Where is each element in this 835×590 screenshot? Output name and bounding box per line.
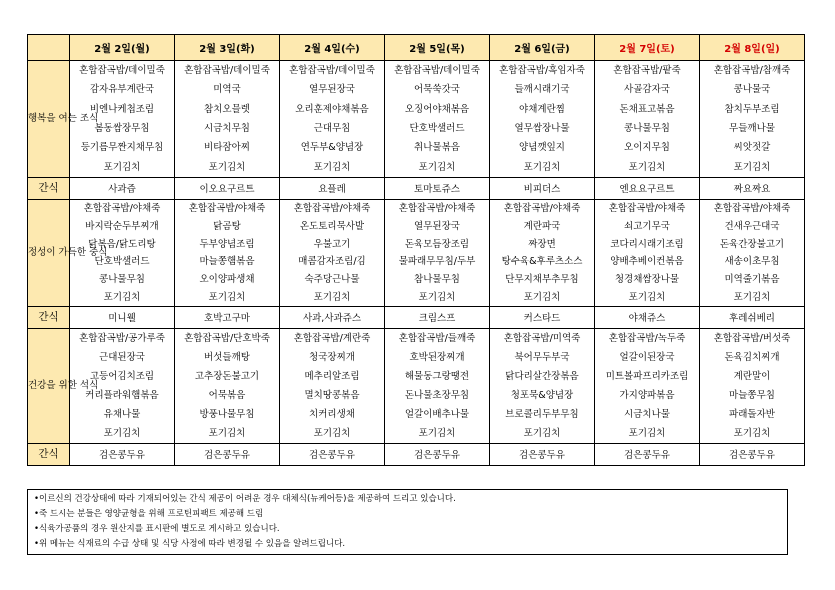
day-header-weekend: 2월 7일(토) (595, 35, 700, 61)
menu-item: 오이양파생채 (199, 273, 255, 285)
snack-cell: 짜요짜요 (700, 177, 805, 199)
header-corner (28, 35, 70, 61)
menu-cell (700, 61, 805, 178)
menu-item: 혼합잡곡밥/흑임자죽 (499, 65, 585, 77)
menu-item: 포기김치 (103, 427, 141, 439)
menu-cell (280, 328, 385, 443)
menu-item: 청국장찌개 (309, 351, 355, 363)
menu-item: 새송이초무침 (724, 256, 780, 268)
menu-item: 숙주당근나물 (304, 273, 360, 285)
menu-item: 포기김치 (313, 427, 351, 439)
menu-item: 오이지무침 (624, 142, 670, 154)
menu-item: 짜장면 (528, 238, 556, 250)
snack-cell: 비피더스 (490, 177, 595, 199)
menu-item: 혼합잡곡밥/데이밀죽 (289, 65, 375, 77)
day-header: 2월 2일(월) (70, 35, 175, 61)
menu-item: 근대무침 (313, 123, 351, 135)
menu-item: 참치오믈렛 (204, 103, 250, 115)
menu-item: 건새우근대국 (724, 220, 780, 232)
weekly-meal-menu-table (27, 34, 805, 466)
menu-item: 혼합잡곡밥/참깨죽 (713, 65, 791, 77)
menu-item: 등기름무짠지채무침 (80, 142, 164, 154)
menu-item: 포기김치 (418, 161, 456, 173)
menu-item: 혼합잡곡밥/단호박죽 (184, 332, 270, 344)
menu-item: 비타잠아찌 (204, 142, 250, 154)
snack-cell: 토마토쥬스 (385, 177, 490, 199)
menu-cell (385, 61, 490, 178)
menu-item: 미트볼파프리카조림 (605, 370, 689, 382)
snack-row (28, 177, 805, 199)
menu-item: 포기김치 (733, 427, 771, 439)
menu-item: 무들깨나물 (729, 123, 775, 135)
menu-item: 돈육모듬장조림 (404, 238, 470, 250)
menu-item: 닭다리살간장볶음 (505, 370, 579, 382)
menu-item: 포기김치 (628, 161, 666, 173)
menu-item: 미역국 (213, 84, 241, 96)
menu-item: 치커리생채 (309, 408, 355, 420)
menu-item: 계란파국 (523, 220, 561, 232)
meal-row (28, 61, 805, 178)
menu-item: 혼합잡곡밥/데이밀죽 (184, 65, 270, 77)
menu-item: 콩나물무침 (99, 273, 145, 285)
note-line: •위 메뉴는 식재료의 수급 상태 및 식당 사정에 따라 변경될 수 있음을 알려드립니다. (34, 539, 346, 549)
snack-cell: 크림스프 (385, 306, 490, 328)
menu-cell (490, 328, 595, 443)
menu-item: 돈육간장불고기 (719, 238, 785, 250)
menu-item: 포기김치 (208, 161, 246, 173)
menu-item: 혼합잡곡밥/야채죽 (398, 203, 476, 215)
note-line: •죽 드시는 분들은 영양균형을 위해 프로틴피팩트 제공해 드림 (34, 509, 264, 519)
menu-cell (280, 199, 385, 306)
menu-item: 혼합잡곡밥/들깨죽 (398, 332, 476, 344)
menu-item: 단호박샐러드 (94, 256, 150, 268)
menu-item: 감자유부계란국 (89, 84, 155, 96)
menu-item: 코다리시래기조림 (610, 238, 684, 250)
menu-item: 오징어야채볶음 (404, 103, 470, 115)
menu-item: 탕수육&후루츠소스 (501, 256, 583, 268)
notes-box (27, 489, 788, 555)
snack-cell: 미니웰 (70, 306, 175, 328)
menu-item: 온도토리묵사발 (299, 220, 365, 232)
menu-item: 고추장돈불고기 (194, 370, 260, 382)
menu-item: 파래돌자반 (729, 408, 775, 420)
menu-item: 비엔나케첩조림 (89, 103, 155, 115)
menu-item: 혼합잡곡밥/데이밀죽 (79, 65, 165, 77)
snack-row (28, 306, 805, 328)
menu-item: 포기김치 (313, 291, 351, 303)
menu-item: 혼합잡곡밥/공가루죽 (79, 332, 165, 344)
menu-item: 열무된장국 (414, 220, 460, 232)
menu-item: 호박된장찌개 (409, 351, 465, 363)
day-header: 2월 4일(수) (280, 35, 385, 61)
menu-item: 바지락순두부찌개 (85, 220, 159, 232)
menu-item: 콩나물국 (733, 84, 771, 96)
menu-item: 연두부&양념장 (300, 142, 364, 154)
day-header-row (28, 35, 805, 61)
menu-item: 청포묵&양념장 (510, 389, 574, 401)
menu-item: 방풍나물무침 (199, 408, 255, 420)
menu-item: 어묵볶음 (208, 389, 246, 401)
menu-item: 포기김치 (628, 427, 666, 439)
snack-cell: 이오요구르트 (175, 177, 280, 199)
menu-item: 포기김치 (208, 291, 246, 303)
menu-item: 봄동쌈장무침 (94, 123, 150, 135)
menu-item: 양배추베이컨볶음 (610, 256, 684, 268)
menu-item: 매콤감자조림/김 (298, 256, 366, 268)
menu-cell (175, 199, 280, 306)
menu-item: 계란말이 (733, 370, 771, 382)
menu-cell (490, 61, 595, 178)
day-header: 2월 3일(화) (175, 35, 280, 61)
menu-item: 해물동그랑땡전 (404, 370, 470, 382)
menu-item: 유채나물 (103, 408, 141, 420)
menu-item: 혼합잡곡밥/야채죽 (713, 203, 791, 215)
menu-item: 양념깻잎지 (519, 142, 565, 154)
snack-label: 간식 (28, 306, 70, 328)
note-line: •식육가공품의 경우 원산지를 표시판에 별도로 게시하고 있습니다. (34, 524, 280, 534)
menu-item: 포기김치 (103, 161, 141, 173)
menu-item: 가지양파볶음 (619, 389, 675, 401)
menu-item: 포기김치 (418, 427, 456, 439)
snack-label: 간식 (28, 443, 70, 465)
menu-item: 커리플라워햄볶음 (85, 389, 159, 401)
menu-item: 열무된장국 (309, 84, 355, 96)
snack-cell: 커스타드 (490, 306, 595, 328)
menu-item: 혼합잡곡밥/야채죽 (608, 203, 686, 215)
snack-cell: 후레쉬베리 (700, 306, 805, 328)
menu-cell (700, 199, 805, 306)
menu-item: 마늘쫑햄볶음 (199, 256, 255, 268)
menu-item: 돈나물초장무침 (404, 389, 470, 401)
note-line: •이르신의 건강상태에 따라 기재되어있는 간식 제공이 어려운 경우 대체식(뉴케어등)을 제공하여 드리고 있습니다. (34, 494, 456, 504)
menu-item: 시금치나물 (624, 408, 670, 420)
menu-item: 닭볶음/닭도리탕 (88, 238, 156, 250)
meal-section-label: 행복을 여는 조식 (28, 61, 70, 178)
menu-item: 씨앗젓갈 (733, 142, 771, 154)
menu-item: 포기김치 (313, 161, 351, 173)
menu-item: 혼합잡곡밥/야채죽 (503, 203, 581, 215)
menu-item: 참치두부조림 (724, 103, 780, 115)
menu-cell (595, 199, 700, 306)
menu-item: 열무쌈장나물 (514, 123, 570, 135)
menu-item: 취나물볶음 (414, 142, 460, 154)
snack-cell: 검은콩두유 (595, 443, 700, 465)
menu-item: 버섯들깨탕 (204, 351, 250, 363)
menu-item: 혼합잡곡밥/팥죽 (613, 65, 681, 77)
menu-item: 포기김치 (733, 291, 771, 303)
menu-item: 포기김치 (523, 427, 561, 439)
meal-row (28, 328, 805, 443)
menu-cell (700, 328, 805, 443)
menu-item: 포기김치 (103, 291, 141, 303)
snack-cell: 검은콩두유 (700, 443, 805, 465)
menu-item: 얼갈이된장국 (619, 351, 675, 363)
menu-cell (595, 328, 700, 443)
snack-row (28, 443, 805, 465)
menu-item: 두부양념조림 (199, 238, 255, 250)
menu-item: 콩나물무침 (624, 123, 670, 135)
menu-item: 물파래무무침/두부 (398, 256, 476, 268)
menu-item: 혼합잡곡밥/데이밀죽 (394, 65, 480, 77)
menu-item: 닭곰탕 (213, 220, 241, 232)
menu-item: 얼갈이배추나물 (404, 408, 470, 420)
snack-cell: 사과즙 (70, 177, 175, 199)
snack-cell: 사과,사과쥬스 (280, 306, 385, 328)
menu-item: 마늘쫑무침 (729, 389, 775, 401)
snack-cell: 요플레 (280, 177, 385, 199)
menu-item: 참나물무침 (414, 273, 460, 285)
menu-item: 시금치무침 (204, 123, 250, 135)
menu-item: 어묵쑥갓국 (414, 84, 460, 96)
menu-item: 미역줄기볶음 (724, 273, 780, 285)
menu-item: 돈육김치찌개 (724, 351, 780, 363)
menu-item: 브로콜리두부무침 (505, 408, 579, 420)
menu-item: 단호박샐러드 (409, 123, 465, 135)
snack-cell: 엔요요구르트 (595, 177, 700, 199)
snack-cell: 검은콩두유 (175, 443, 280, 465)
menu-item: 근대된장국 (99, 351, 145, 363)
snack-label: 간식 (28, 177, 70, 199)
menu-item: 북어무두부국 (514, 351, 570, 363)
menu-item: 포기김치 (418, 291, 456, 303)
meal-section-label: 정성이 가득한 중식 (28, 199, 70, 306)
menu-item: 혼합잡곡밥/야채죽 (293, 203, 371, 215)
menu-item: 혼합잡곡밥/계란죽 (293, 332, 371, 344)
menu-item: 포기김치 (208, 427, 246, 439)
snack-cell: 검은콩두유 (280, 443, 385, 465)
menu-item: 포기김치 (733, 161, 771, 173)
menu-item: 우불고기 (313, 238, 351, 250)
menu-cell (490, 199, 595, 306)
menu-cell (595, 61, 700, 178)
menu-item: 혼합잡곡밥/녹두죽 (608, 332, 686, 344)
menu-item: 야채계란찜 (519, 103, 565, 115)
menu-item: 쇠고기무국 (624, 220, 670, 232)
menu-item: 단무지채부추무침 (505, 273, 579, 285)
menu-item: 혼합잡곡밥/버섯죽 (713, 332, 791, 344)
menu-cell (385, 199, 490, 306)
menu-item: 포기김치 (628, 291, 666, 303)
day-header: 2월 6일(금) (490, 35, 595, 61)
menu-item: 포기김치 (523, 161, 561, 173)
menu-item: 포기김치 (523, 291, 561, 303)
menu-item: 혼합잡곡밥/야채죽 (188, 203, 266, 215)
menu-item: 사골감자국 (624, 84, 670, 96)
menu-cell (385, 328, 490, 443)
snack-cell: 야채쥬스 (595, 306, 700, 328)
meal-row (28, 199, 805, 306)
menu-item: 고등어김치조림 (89, 370, 155, 382)
snack-cell: 검은콩두유 (385, 443, 490, 465)
menu-cell (175, 328, 280, 443)
snack-cell: 검은콩두유 (70, 443, 175, 465)
menu-cell (280, 61, 385, 178)
menu-item: 오리훈제야채볶음 (295, 103, 369, 115)
menu-item: 청경채쌈장나물 (614, 273, 680, 285)
meal-section-label: 건강을 위한 석식 (28, 328, 70, 443)
snack-cell: 검은콩두유 (490, 443, 595, 465)
menu-item: 혼합잡곡밥/미역죽 (503, 332, 581, 344)
snack-cell: 호박고구마 (175, 306, 280, 328)
day-header-weekend: 2월 8일(일) (700, 35, 805, 61)
menu-item: 혼합잡곡밥/야채죽 (83, 203, 161, 215)
day-header: 2월 5일(목) (385, 35, 490, 61)
menu-item: 멸치땅콩볶음 (304, 389, 360, 401)
menu-item: 돈채표고볶음 (619, 103, 675, 115)
menu-cell (175, 61, 280, 178)
menu-item: 들깨시래기국 (514, 84, 570, 96)
menu-item: 메추리알조림 (304, 370, 360, 382)
